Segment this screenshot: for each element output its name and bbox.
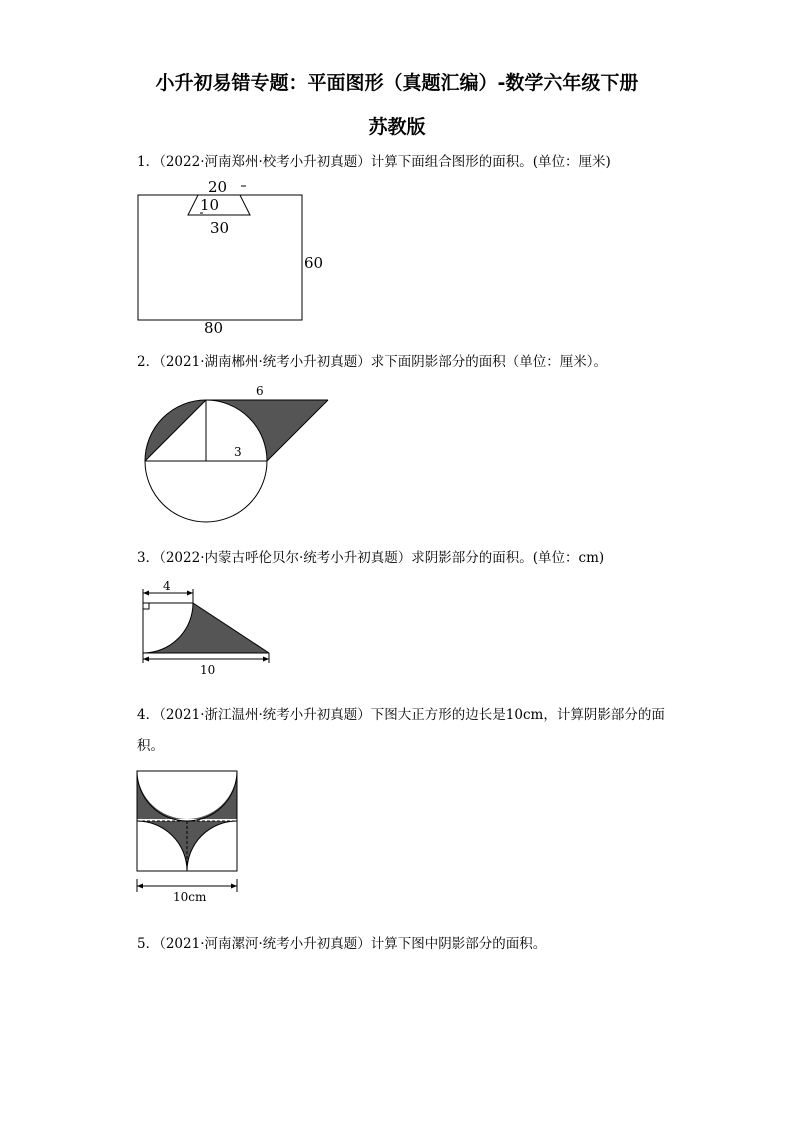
doc-title: 小升初易错专题：平面图形（真题汇编）-数学六年级下册 (155, 72, 639, 94)
question-4-text-line2: 积。 (137, 738, 164, 754)
q3-label-bottom: 10 (200, 663, 216, 677)
q3-dim-bottom-arrow-l (143, 657, 149, 662)
q4-label-side: 10cm (173, 890, 207, 904)
question-5-text: 5．（2021·河南漯河·统考小升初真题）计算下图中阴影部分的面积。 (137, 936, 547, 952)
q1-label-top: 20 (208, 178, 228, 196)
question-1-figure (120, 175, 340, 340)
doc-subtitle: 苏教版 (368, 116, 426, 138)
q4-shaded-upper (137, 771, 237, 819)
q4-dim-arrow-l (137, 884, 143, 889)
q1-label-bottom-trap: 30 (210, 219, 230, 237)
q1-label-width: 80 (204, 319, 224, 337)
question-4-figure (130, 768, 250, 908)
q4-dim-arrow-r (231, 884, 237, 889)
q3-dim-top-arrow-l (143, 591, 149, 596)
question-3-figure (130, 578, 290, 678)
question-3-text: 3．（2022·内蒙古呼伦贝尔·统考小升初真题）求阴影部分的面积。(单位：cm) (137, 550, 605, 566)
q1-label-height: 60 (304, 254, 324, 272)
q3-label-top: 4 (163, 579, 171, 593)
q1-label-left-side: 10 (200, 196, 220, 214)
question-2-figure (130, 378, 350, 513)
q2-label-top: 6 (256, 384, 264, 398)
q3-dim-top-arrow-r (187, 591, 193, 596)
q3-dim-bottom-arrow-r (263, 657, 269, 662)
question-2-text: 2．（2021·湖南郴州·统考小升初真题）求下面阴影部分的面积（单位：厘米）。 (137, 354, 608, 370)
q2-shaded-region (206, 400, 328, 461)
question-1-text: 1．（2022·河南郑州·校考小升初真题）计算下面组合图形的面积。(单位：厘米) (137, 154, 611, 170)
q3-shaded-region (143, 603, 269, 653)
q2-label-radius: 3 (234, 445, 242, 459)
q3-right-angle-mark (143, 603, 149, 609)
question-4-text-line1: 4．（2021·浙江温州·统考小升初真题）下图大正方形的边长是10cm，计算阴影部分的面 (137, 707, 665, 723)
